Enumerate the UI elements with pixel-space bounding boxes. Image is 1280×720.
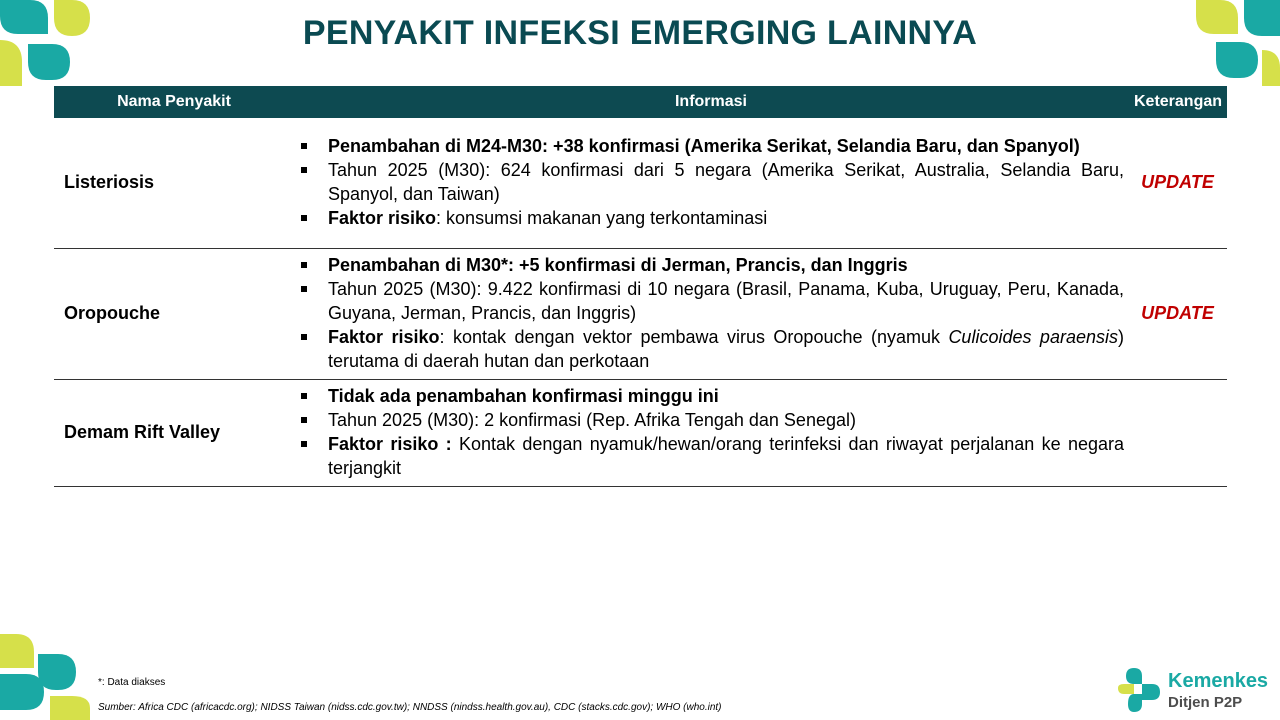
info-cell — [294, 118, 1128, 248]
info-bullet: Tidak ada penambahan konfirmasi minggu ini — [294, 384, 1128, 408]
header-keterangan: Keterangan — [1128, 86, 1227, 118]
info-bullet — [294, 325, 1128, 373]
status-badge — [1128, 379, 1227, 486]
footnote: *: Data diakses — [98, 677, 166, 688]
status-badge: UPDATE — [1128, 248, 1227, 379]
info-bullet: Penambahan di M24-M30: +38 konfirmasi (Amerika Serikat, Selandia Baru, dan Spanyol) — [294, 134, 1128, 158]
kemenkes-logo — [1114, 664, 1280, 720]
table-header-row — [54, 86, 1227, 118]
info-cell — [294, 248, 1128, 379]
risk-factor-label: Faktor risiko — [328, 207, 437, 228]
disease-name: Listeriosis — [54, 118, 294, 248]
risk-factor-text: Kontak dengan nyamuk/hewan/orang terinfeksi dan riwayat perjalanan ke negara terjangkit — [328, 433, 1125, 478]
status-badge: UPDATE — [1128, 118, 1227, 248]
kemenkes-logo-icon — [1116, 666, 1164, 714]
logo-text-kemenkes: Kemenkes — [1168, 670, 1269, 692]
table-row-listeriosis — [54, 118, 1227, 248]
risk-factor-label: Faktor risiko : — [328, 433, 452, 454]
info-list — [294, 134, 1128, 230]
info-bullet — [294, 206, 1128, 230]
table-row-oropouche — [54, 248, 1227, 379]
species-name: Culicoides paraensis — [948, 326, 1118, 347]
info-bullet: Tahun 2025 (M30): 624 konfirmasi dari 5 negara (Amerika Serikat, Australia, Selandia Baru, Spanyol, dan Taiwan) — [294, 158, 1128, 206]
info-list — [294, 384, 1128, 480]
risk-factor-text: : kontak dengan vektor pembawa virus Oropouche (nyamuk — [439, 326, 949, 347]
logo-text-ditjen: Ditjen P2P — [1168, 694, 1243, 711]
info-list — [294, 253, 1128, 373]
header-nama-penyakit: Nama Penyakit — [54, 86, 294, 118]
source-citation: Sumber: Africa CDC (africacdc.org); NIDSS Taiwan (nidss.cdc.gov.tw); NNDSS (nindss.health.gov.au), CDC (stacks.cdc.gov); WHO (who.int) — [98, 702, 722, 713]
info-bullet: Tahun 2025 (M30): 2 konfirmasi (Rep. Afrika Tengah dan Senegal) — [294, 408, 1128, 432]
info-bullet: Tahun 2025 (M30): 9.422 konfirmasi di 10 negara (Brasil, Panama, Kuba, Uruguay, Peru, Kanada, Guyana, Jerman, Prancis, dan Inggris) — [294, 277, 1128, 325]
risk-factor-text: : konsumsi makanan yang terkontaminasi — [436, 207, 768, 228]
corner-decoration-bottom-left — [0, 634, 90, 720]
disease-table — [54, 86, 1227, 487]
header-informasi: Informasi — [294, 86, 1128, 118]
disease-name: Oropouche — [54, 248, 294, 379]
table-row-demam-rift-valley — [54, 379, 1227, 486]
risk-factor-label: Faktor risiko — [328, 326, 440, 347]
info-bullet — [294, 432, 1128, 480]
disease-name: Demam Rift Valley — [54, 379, 294, 486]
risk-factor-text: ) terutama di daerah hutan dan perkotaan — [328, 326, 1124, 371]
page-title: PENYAKIT INFEKSI EMERGING LAINNYA — [302, 14, 978, 52]
info-bullet: Penambahan di M30*: +5 konfirmasi di Jerman, Prancis, dan Inggris — [294, 253, 1128, 277]
info-cell — [294, 379, 1128, 486]
